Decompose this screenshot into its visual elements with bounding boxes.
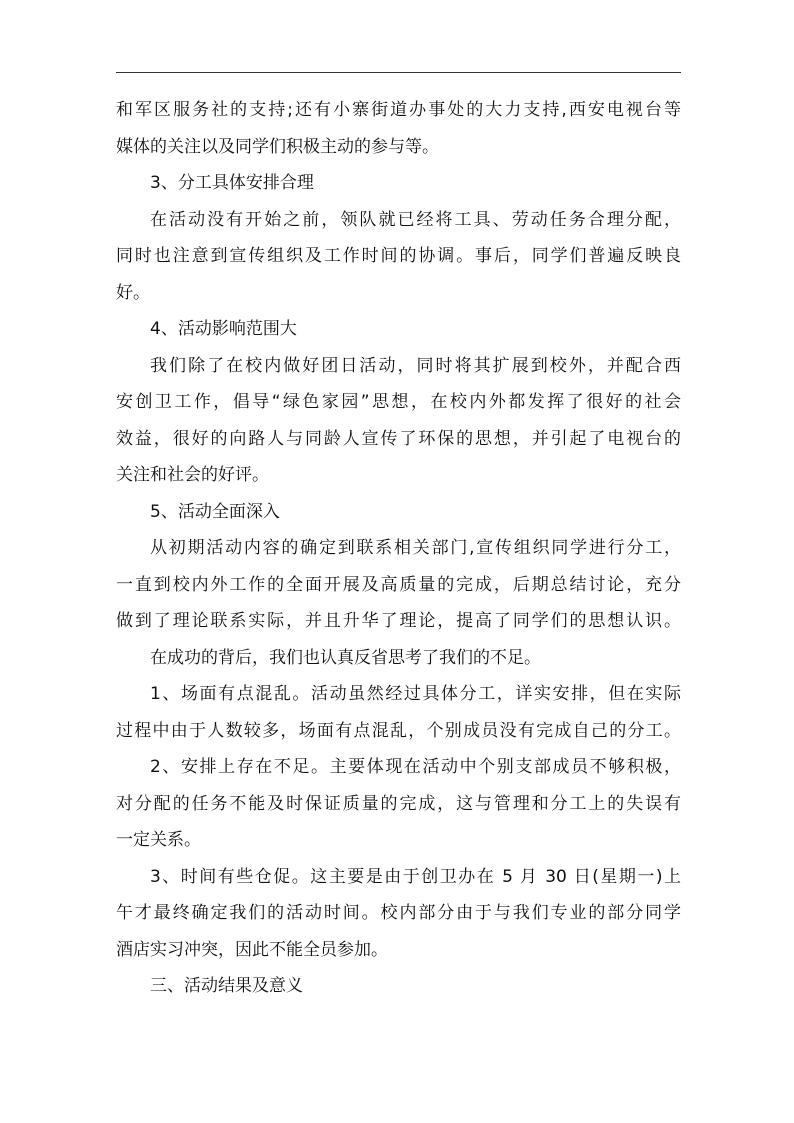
- header-rule: [116, 72, 681, 73]
- text-line: 和军区服务社的支持;还有小寨街道办事处的大力支持,西安电视台等: [116, 100, 681, 120]
- text-line: 效益，很好的向路人与同龄人宣传了环保的思想，并引起了电视台的: [116, 428, 681, 449]
- text-line: 2、安排上存在不足。主要体现在活动中个别支部成员不够积极，: [150, 757, 681, 777]
- text-line: 1、场面有点混乱。活动虽然经过具体分工，详实安排，但在实际: [150, 684, 681, 704]
- text-line: 午才最终确定我们的活动时间。校内部分由于与我们专业的部分同学: [116, 903, 681, 923]
- text-line: 3、时间有些仓促。这主要是由于创卫办在 5 月 30 日(星期一)上: [150, 866, 681, 887]
- text-line: 一定关系。: [116, 830, 201, 850]
- text-line: 5、活动全面深入: [150, 501, 280, 522]
- text-line: 媒体的关注以及同学们积极主动的参与等。: [116, 136, 439, 157]
- text-line: 在活动没有开始之前，领队就已经将工具、劳动任务合理分配，: [150, 209, 681, 230]
- text-line: 对分配的任务不能及时保证质量的完成，这与管理和分工上的失误有: [116, 793, 681, 814]
- text-line: 一直到校内外工作的全面开展及高质量的完成，后期总结讨论，充分: [116, 574, 681, 595]
- text-line: 在成功的背后，我们也认真反省思考了我们的不足。: [150, 647, 541, 668]
- text-line: 4、活动影响范围大: [150, 319, 297, 339]
- text-line: 过程中由于人数较多，场面有点混乱，个别成员没有完成自己的分工。: [116, 720, 681, 741]
- text-line: 好。: [116, 282, 150, 303]
- document-body: [116, 92, 681, 1005]
- text-line: 做到了理论联系实际，并且升华了理论，提高了同学们的思想认识。: [116, 611, 681, 631]
- text-line: 安创卫工作，倡导“绿色家园”思想，在校内外都发挥了很好的社会: [116, 392, 681, 412]
- text-line: 3、分工具体安排合理: [150, 173, 314, 193]
- text-line: 关注和社会的好评。: [116, 465, 269, 485]
- text-line: 从初期活动内容的确定到联系相关部门,宣传组织同学进行分工，: [150, 538, 681, 558]
- text-line: 同时也注意到宣传组织及工作时间的协调。事后，同学们普遍反映良: [116, 246, 681, 266]
- text-line: 酒店实习冲突，因此不能全员参加。: [116, 939, 388, 960]
- text-line: 三、活动结果及意义: [150, 976, 303, 996]
- text-line: 我们除了在校内做好团日活动，同时将其扩展到校外，并配合西: [150, 355, 681, 376]
